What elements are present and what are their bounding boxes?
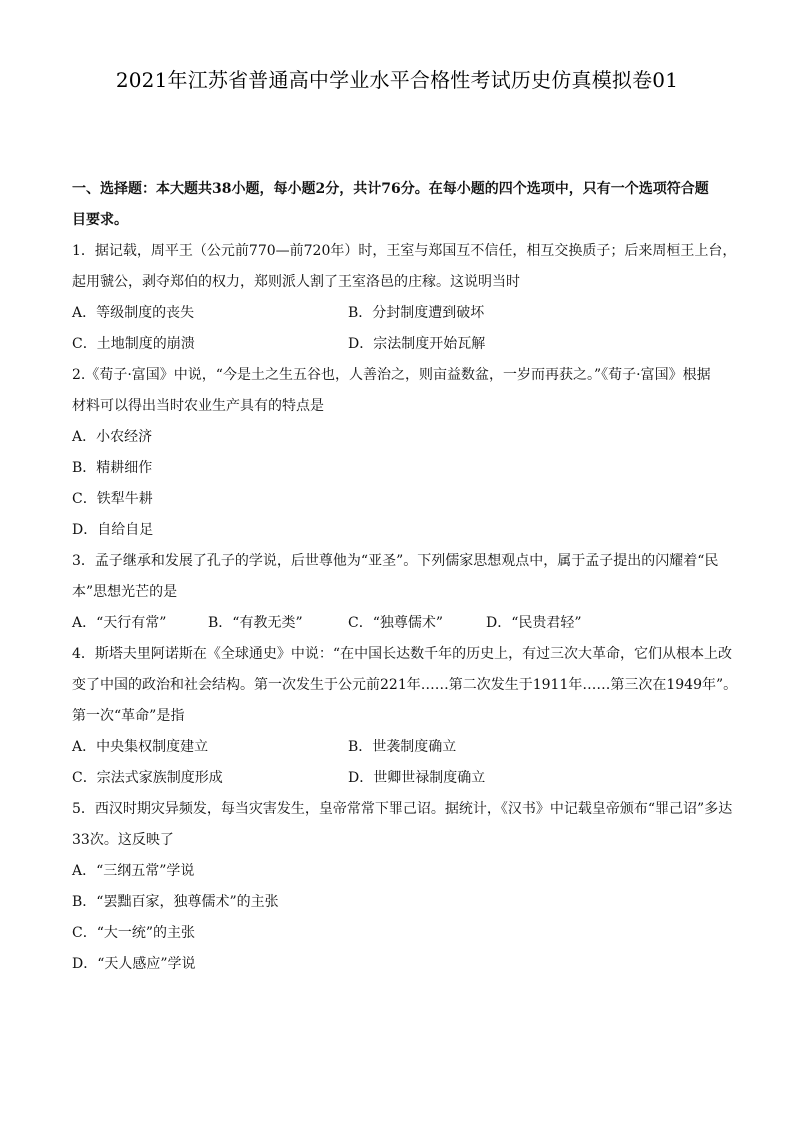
question-1-stem-line-2: 起用虢公，剥夺郑伯的权力，郑则派人割了王室洛邑的庄稼。这说明当时 xyxy=(72,274,520,290)
question-5 xyxy=(72,794,733,980)
question-4-option-a: A．中央集权制度建立 xyxy=(72,739,209,755)
question-3-option-a: A．“天行有常” xyxy=(72,615,167,631)
question-4-option-d: D．世卿世禄制度确立 xyxy=(348,770,486,786)
question-1-stem-line-1: 1．据记载，周平王（公元前770—前720年）时，王室与郑国互不信任，相互交换质子；后来周桓王上台， xyxy=(72,243,737,259)
section-heading-line-2: 目要求。 xyxy=(72,212,128,228)
question-3-option-d: D．“民贵君轻” xyxy=(486,615,582,631)
question-5-option-c: C．“大一统”的主张 xyxy=(72,925,196,941)
question-2-stem-line-2: 材料可以得出当时农业生产具有的特点是 xyxy=(72,398,324,414)
question-4-stem-line-1: 4．斯塔夫里阿诺斯在《全球通史》中说：“在中国长达数千年的历史上，有过三次大革命，它们从根本上改 xyxy=(72,646,733,662)
question-4-options-row-1 xyxy=(72,732,722,763)
exam-content xyxy=(72,174,738,980)
question-5-stem-line-2: 33次。这反映了 xyxy=(72,832,174,848)
question-5-option-b: B．“罢黜百家，独尊儒术”的主张 xyxy=(72,894,279,910)
question-3-stem-line-1: 3．孟子继承和发展了孔子的学说，后世尊他为“亚圣”。下列儒家思想观点中，属于孟子提出的闪耀着“民 xyxy=(72,553,719,569)
section-heading-line-1: 一、选择题：本大题共38小题，每小题2分，共计76分。在每小题的四个选项中，只有一个选项符合题 xyxy=(72,181,709,197)
question-1 xyxy=(72,236,737,360)
question-1-option-d: D．宗法制度开始瓦解 xyxy=(348,336,486,352)
question-1-option-a: A．等级制度的丧失 xyxy=(72,305,195,321)
question-1-options-row-2 xyxy=(72,329,722,360)
question-4-option-b: B．世袭制度确立 xyxy=(348,739,457,755)
question-3 xyxy=(72,546,722,639)
question-3-option-b: B．“有教无类” xyxy=(208,615,303,631)
question-4-stem-line-3: 第一次“革命”是指 xyxy=(72,708,185,724)
question-4-option-c: C．宗法式家族制度形成 xyxy=(72,770,223,786)
question-2-option-c: C．铁犁牛耕 xyxy=(72,491,153,507)
question-5-option-d: D．“天人感应”学说 xyxy=(72,956,196,972)
question-1-option-c: C．土地制度的崩溃 xyxy=(72,336,195,352)
question-3-options-row xyxy=(72,608,722,639)
document-title: 2021年江苏省普通高中学业水平合格性考试历史仿真模拟卷01 xyxy=(115,68,679,92)
question-3-stem-line-2: 本”思想光芒的是 xyxy=(72,584,178,600)
question-1-option-b: B．分封制度遭到破坏 xyxy=(348,305,485,321)
question-4-options-row-2 xyxy=(72,763,722,794)
question-2 xyxy=(72,360,722,546)
question-4 xyxy=(72,639,738,794)
question-4-stem-line-2: 变了中国的政治和社会结构。第一次发生于公元前221年……第二次发生于1911年……第三次在1949年”。 xyxy=(72,677,738,693)
question-2-option-b: B．精耕细作 xyxy=(72,460,153,476)
question-2-option-d: D．自给自足 xyxy=(72,522,154,538)
question-2-stem-line-1: 2.《荀子·富国》中说，“今是土之生五谷也，人善治之，则亩益数盆，一岁而再获之。”《荀子·富国》根据 xyxy=(72,367,711,383)
question-5-stem-line-1: 5．西汉时期灾异频发，每当灾害发生，皇帝常常下罪己诏。据统计，《汉书》中记载皇帝颁布“罪己诏”多达 xyxy=(72,801,733,817)
question-5-option-a: A．“三纲五常”学说 xyxy=(72,863,195,879)
question-2-option-a: A．小农经济 xyxy=(72,429,153,445)
question-3-option-c: C．“独尊儒术” xyxy=(348,615,444,631)
question-1-options-row-1 xyxy=(72,298,722,329)
